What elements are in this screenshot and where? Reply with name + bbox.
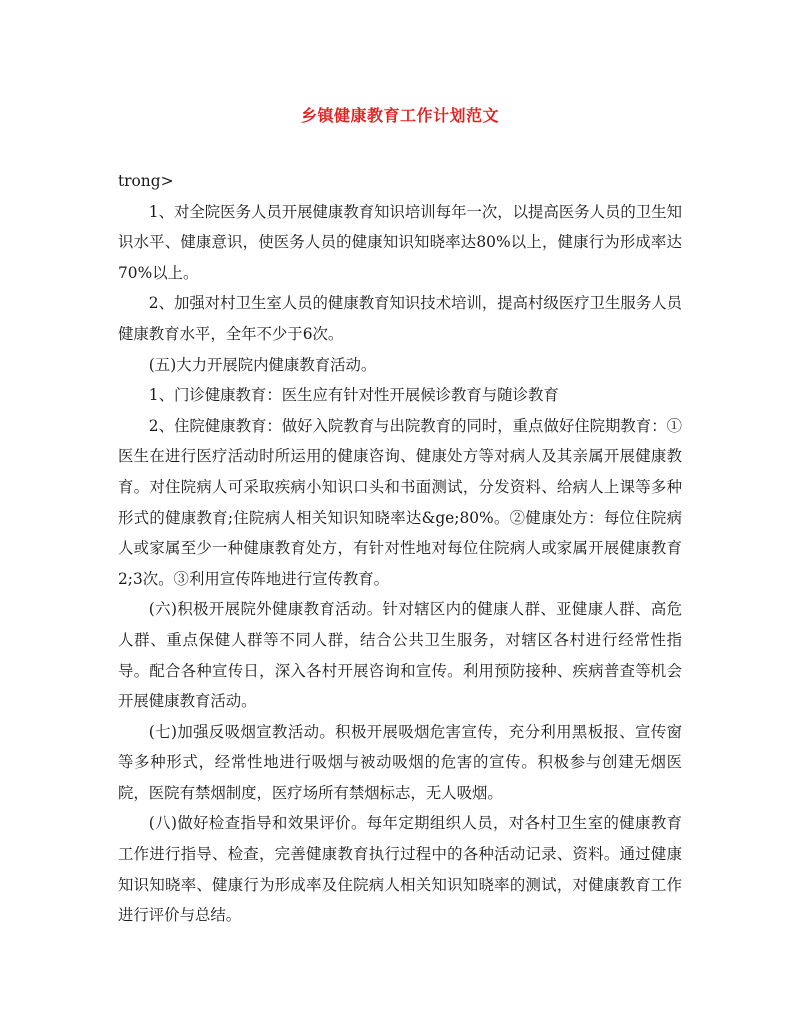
paragraph: 2、住院健康教育：做好入院教育与出院教育的同时，重点做好住院期教育：①医生在进行医疗活动时所运用的健康咨询、健康处方等对病人及其亲属开展健康教育。对住院病人可采取疾病小知识口头和书面测试，分发资料、给病人上课等多种形式的健康教育;住院病人相关知识知晓率达&ge;80%。②健康处方：每位住院病人或家属至少一种健康教育处方，有针对性地对每位住院病人或家属开展健康教育2;3次。③利用宣传阵地进行宣传教育。 (118, 416, 682, 588)
paragraph: 2、加强对村卫生室人员的健康教育知识技术培训，提高村级医疗卫生服务人员健康教育水平，全年不少于6次。 (118, 294, 682, 343)
section-6-paragraph: (六)积极开展院外健康教育活动。针对辖区内的健康人群、亚健康人群、高危人群、重点保健人群等不同人群，结合公共卫生服务，对辖区各村进行经常性指导。配合各种宣传日，深入各村开展咨询和宣传。利用预防接种、疾病普查等机会开展健康教育活动。 (118, 600, 682, 711)
section-heading-5: (五)大力开展院内健康教育活动。 (148, 355, 377, 374)
document-title: 乡镇健康教育工作计划范文 (300, 106, 499, 125)
document-body (118, 166, 682, 931)
section-8-paragraph: (八)做好检查指导和效果评价。每年定期组织人员，对各村卫生室的健康教育工作进行指导、检查，完善健康教育执行过程中的各种活动记录、资料。通过健康知识知晓率、健康行为形成率及住院病人相关知识知晓率的测试，对健康教育工作进行评价与总结。 (118, 814, 682, 925)
paragraph: 1、门诊健康教育：医生应有针对性开展候诊教育与随诊教育 (148, 386, 559, 405)
section-7-paragraph: (七)加强反吸烟宣教活动。积极开展吸烟危害宣传，充分利用黑板报、宣传窗等多种形式，经常性地进行吸烟与被动吸烟的危害的宣传。积极参与创建无烟医院，医院有禁烟制度，医疗场所有禁烟标志，无人吸烟。 (118, 722, 682, 802)
paragraph: 1、对全院医务人员开展健康教育知识培训每年一次，以提高医务人员的卫生知识水平、健康意识，使医务人员的健康知识知晓率达80%以上，健康行为形成率达70%以上。 (118, 202, 682, 282)
paragraph-fragment: trong> (118, 172, 174, 190)
